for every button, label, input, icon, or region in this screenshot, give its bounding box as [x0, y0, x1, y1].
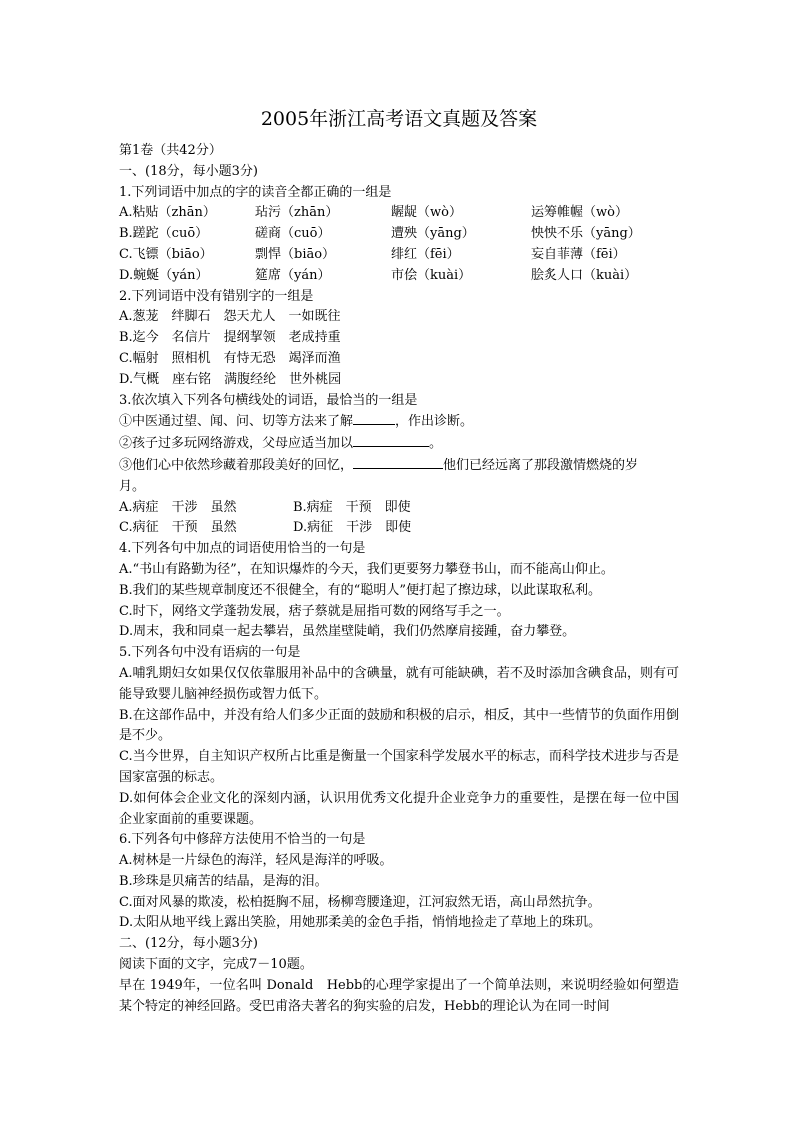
question-2-option: C.幅射 照相机 有恃无恐 竭泽而渔 [119, 350, 341, 366]
option-cell: 市侩（kuài） [391, 267, 472, 283]
question-2-stem: 2.下列词语中没有错别字的一组是 [119, 288, 314, 304]
question-2-option: B.迄今 名信片 提纲挈领 老成持重 [119, 330, 341, 346]
option-cell: 磋商（cuō） [255, 226, 331, 242]
question-5-stem: 5.下列各句中没有语病的一句是 [119, 645, 301, 661]
question-3-sentence-3-continued: 月。 [119, 478, 146, 494]
option-cell: A.病症 干涉 虽然 [119, 499, 237, 515]
question-4-option: C.时下，网络文学蓬勃发展，痞子蔡就是屈指可数的网络写手之一。 [119, 603, 510, 619]
option-cell: 玷污（zhān） [255, 205, 339, 221]
question-6-option: A.树林是一片绿色的海洋，轻风是海洋的呼吸。 [119, 853, 393, 869]
question-1-option-row [119, 224, 679, 245]
question-4-option: D.周末，我和同桌一起去攀岩，虽然崖壁陡峭，我们仍然摩肩接踵，奋力攀登。 [119, 624, 576, 640]
question-3-sentence-2: ②孩子过多玩网络游戏，父母应适当加以 。 [119, 433, 679, 455]
question-3-sentence-1: ①中医通过望、闻、问、切等方法来了解 ，作出诊断。 [119, 411, 679, 433]
option-cell: 怏怏不乐（yāng） [531, 226, 641, 242]
document-page [119, 105, 679, 1017]
question-1-option-row [119, 266, 679, 287]
document-title: 2005年浙江高考语文真题及答案 [260, 108, 538, 130]
question-1-option-row [119, 245, 679, 266]
question-3-option-row [119, 518, 679, 539]
question-4-stem: 4.下列各句中加点的词语使用恰当的一句是 [119, 541, 366, 557]
question-2-option: A.葱茏 绊脚石 怨天尤人 一如既往 [119, 309, 341, 325]
option-cell: D.蜿蜒（yán） [119, 267, 209, 283]
fill-blank [353, 411, 395, 425]
question-3-sentence-3: ③他们心中依然珍藏着那段美好的回忆， 他们已经远离了那段激情燃烧的岁 [119, 455, 679, 477]
question-5-option: C.当今世界，自主知识产权所占比重是衡量一个国家科学发展水平的标志，而科学技术进步与否是国家富强的标志。 [119, 749, 679, 785]
question-5-option: B.在这部作品中，并没有给人们多少正面的鼓励和积极的启示，相反，其中一些情节的负面作用倒是不少。 [119, 707, 679, 744]
reading-passage: 早在 1949年，一位名叫 Donald Hebb的心理学家提出了一个简单法则，来说明经验如何塑造某个特定的神经回路。受巴甫洛夫著名的狗实验的启发，Hebb的理论认为在同一时间 [119, 977, 679, 1014]
volume-heading: 第1卷（共42分） [119, 143, 222, 158]
question-3-stem: 3.依次填入下列各句横线处的词语，最恰当的一组是 [119, 392, 418, 408]
fill-blank [353, 455, 443, 469]
section-2-heading: 二、(12分，每小题3分) [119, 936, 258, 952]
option-cell: 筵席（yán） [255, 267, 331, 283]
option-cell: 剽悍（biāo） [255, 246, 336, 262]
question-4-option: B.我们的某些规章制度还不很健全，有的“聪明人”便打起了擦边球，以此谋取私利。 [119, 582, 601, 598]
question-3-option-row [119, 498, 679, 519]
option-cell: 遭殃（yāng） [391, 226, 475, 242]
option-cell: 龌龊（wò） [391, 205, 462, 221]
question-1-option-row [119, 203, 679, 224]
question-2-option: D.气概 座右铭 满腹经纶 世外桃园 [119, 371, 342, 387]
option-cell: 运筹帷幄（wò） [531, 205, 628, 221]
option-cell: C.病征 干预 虽然 [119, 520, 237, 536]
option-cell: B.病症 干预 即使 [293, 499, 411, 515]
option-cell: 绯红（fēi） [391, 246, 460, 262]
option-cell: 妄自菲薄（fēi） [531, 246, 626, 262]
option-cell: D.病征 干涉 即使 [293, 520, 412, 536]
fill-blank [353, 433, 429, 447]
question-1-stem: 1.下列词语中加点的字的读音全都正确的一组是 [119, 184, 392, 200]
question-5-option: A.哺乳期妇女如果仅仅依靠服用补品中的含碘量，就有可能缺碘，若不及时添加含碘食品，则有可能导致婴儿脑神经损伤或智力低下。 [119, 665, 679, 702]
question-6-stem: 6.下列各句中修辞方法使用不恰当的一句是 [119, 832, 366, 848]
question-4-option: A.“书山有路勤为径”，在知识爆炸的今天，我们更要努力攀登书山，而不能高山仰止。 [119, 561, 614, 577]
reading-intro: 阅读下面的文字，完成7－10题。 [119, 957, 313, 973]
section-1-heading: 一、(18分，每小题3分) [119, 163, 258, 179]
question-6-option: D.太阳从地平线上露出笑脸，用她那柔美的金色手指，悄悄地捡走了草地上的珠玑。 [119, 915, 602, 931]
question-5-option: D.如何体会企业文化的深刻内涵，认识用优秀文化提升企业竞争力的重要性，是摆在每一位中国企业家面前的重要课题。 [119, 790, 679, 827]
option-cell: 脍炙人口（kuài） [531, 267, 638, 283]
option-cell: A.粘贴（zhān） [119, 205, 216, 221]
question-6-option: B.珍珠是贝痛苦的结晶，是海的泪。 [119, 873, 328, 889]
question-6-option: C.面对风暴的欺凌，松柏挺胸不屈，杨柳弯腰逢迎，江河寂然无语，高山昂然抗争。 [119, 894, 601, 910]
option-cell: C.飞镖（biāo） [119, 246, 213, 262]
option-cell: B.蹉跎（cuō） [119, 226, 209, 242]
